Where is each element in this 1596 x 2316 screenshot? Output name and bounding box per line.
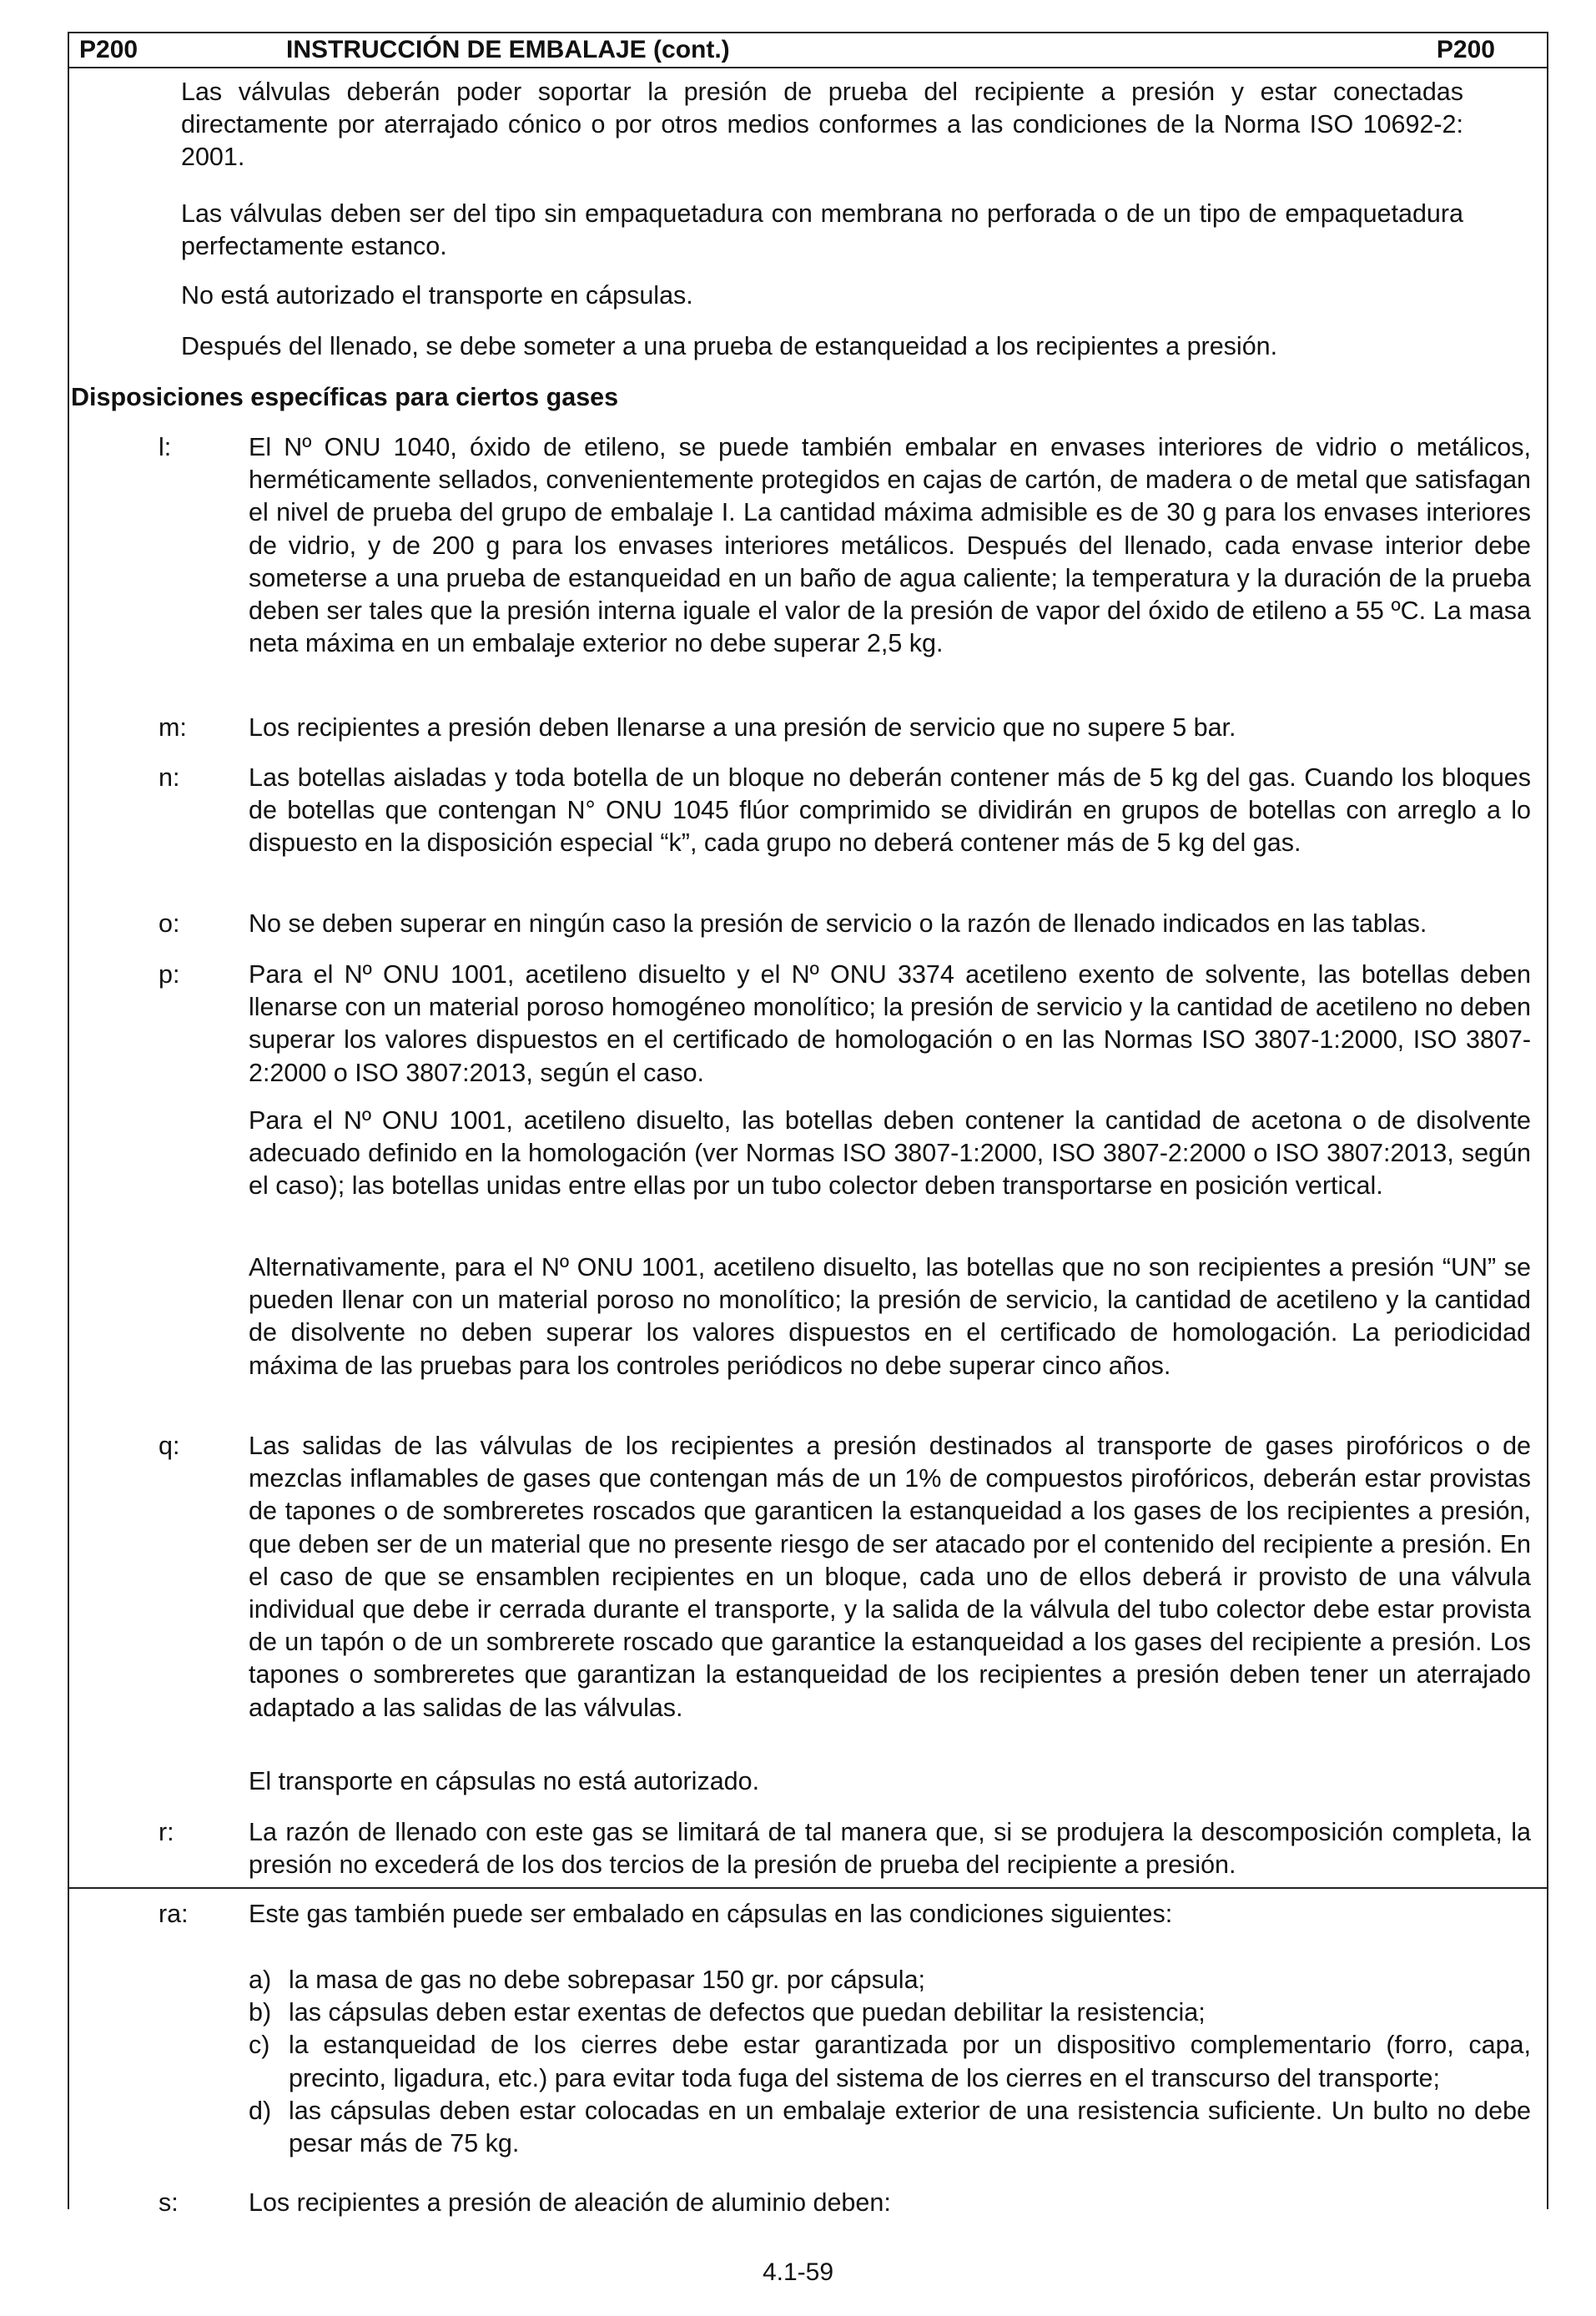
page-number: 4.1-59 <box>762 2258 834 2286</box>
provision-label-o: o: <box>159 909 180 938</box>
provision-text-l: El Nº ONU 1040, óxido de etileno, se puede también embalar en envases interiores de vidrio o metálicos, herméticamente sellados, convenientemente protegidos en cajas de cartón, de madera o de metal que satisfagan el nivel de prueba del grupo de embalaje I. La cantidad máxima admisible es de 30 g para los envases interiores de vidrio, y de 200 g para los envases interiores metálicos. Después del llenado, cada envase interior debe someterse a una prueba de estanqueidad en un baño de agua caliente; la temperatura y la duración de la prueba deben ser tales que la presión interna iguale el valor de la presión de vapor del óxido de etileno a 55 ºC. La masa neta máxima en un embalaje exterior no debe superar 2,5 kg. <box>249 433 1531 658</box>
instruction-title: INSTRUCCIÓN DE EMBALAJE (cont.) <box>286 36 730 63</box>
section-title: Disposiciones específicas para ciertos gases <box>71 383 619 411</box>
table-header <box>68 32 1548 68</box>
provision-text-p-2: Para el Nº ONU 1001, acetileno disuelto, las botellas deben contener la cantidad de acetona o de disolvente adecuado definido en la homologación (ver Normas ISO 3807-1:2000, ISO 3807-2:2000 o ISO 3807:2013, según el caso); las botellas unidas entre ellas por un tubo colector deben transportarse en posición vertical. <box>249 1106 1531 1201</box>
provision-label-s: s: <box>159 2188 179 2217</box>
provision-label-m: m: <box>159 713 187 742</box>
instruction-code-right: P200 <box>1436 36 1495 63</box>
provision-ra-list <box>249 1964 1531 2160</box>
provision-text-m: Los recipientes a presión deben llenarse a una presión de servicio que no supere 5 bar. <box>249 713 1236 742</box>
provision-text-p-3: Alternativamente, para el Nº ONU 1001, acetileno disuelto, las botellas que no son recipientes a presión “UN” se pueden llenar con un material poroso no monolítico; la presión de servicio, la cantidad de acetileno y la cantidad de disolvente no deben superar los valores dispuestos en el certificado de homologación. La periodicidad máxima de las pruebas para los controles periódicos no debe superar cinco años. <box>249 1253 1531 1380</box>
provision-text-q-2: El transporte en cápsulas no está autorizado. <box>249 1767 760 1795</box>
list-item-text: las cápsulas deben estar exentas de defectos que puedan debilitar la resistencia; <box>289 1998 1206 2027</box>
list-marker: a) <box>249 1966 272 1994</box>
list-item <box>249 2095 1531 2160</box>
provision-text-p-1: Para el Nº ONU 1001, acetileno disuelto y el Nº ONU 3374 acetileno exento de solvente, las botellas deben llenarse con un material poroso homogéneo monolítico; la presión de servicio y la cantidad de acetileno no deben superar los valores dispuestos en el certificado de homologación o en las Normas ISO 3807-1:2000, ISO 3807-2:2000 o ISO 3807:2013, según el caso. <box>249 960 1531 1087</box>
list-marker: b) <box>249 1998 272 2027</box>
provision-label-n: n: <box>159 763 180 792</box>
provision-text-ra: Este gas también puede ser embalado en cápsulas en las condiciones siguientes: <box>249 1900 1173 1928</box>
intro-paragraph-valves-pressure: Las válvulas deberán poder soportar la presión de prueba del recipiente a presión y estar conectadas directamente por aterrajado cónico o por otros medios conformes a las condiciones de la Norma ISO 10692-2: 2001. <box>181 78 1463 172</box>
list-marker: c) <box>249 2031 270 2060</box>
list-item-text: la estanqueidad de los cierres debe estar garantizada por un dispositivo complementario (forro, capa, precinto, ligadura, etc.) para evitar toda fuga del sistema de los cierres en el transcurso del transporte; <box>289 2031 1531 2092</box>
provision-label-l: l: <box>159 433 172 461</box>
provision-label-p: p: <box>159 960 180 989</box>
intro-paragraph-leak-test: Después del llenado, se debe someter a una prueba de estanqueidad a los recipientes a presión. <box>181 332 1278 360</box>
provision-text-q-1: Las salidas de las válvulas de los recipientes a presión destinados al transporte de gases pirofóricos o de mezclas inflamables de gases que contengan más de un 1% de compuestos pirofóricos, deberán estar provistas de tapones o de sombreretes roscados que garanticen la estanqueidad a los gases de los recipientes a presión, que deben ser de un material que no presente riesgo de ser atacado por el contenido del recipiente a presión. En el caso de que se ensamblen recipientes en un bloque, cada uno de ellos deberá ir provisto de una válvula individual que debe ir cerrada durante el transporte, y la salida de la válvula del tubo colector debe estar provista de un tapón o de un sombrerete roscado que garantice la estanqueidad a los gases del recipiente a presión. Los tapones o sombreretes que garantizan la estanqueidad de los recipientes a presión deben tener un aterrajado adaptado a las salidas de las válvulas. <box>249 1432 1531 1722</box>
list-item-text: las cápsulas deben estar colocadas en un embalaje exterior de una resistencia suficiente. Un bulto no debe pesar más de 75 kg. <box>289 2096 1531 2158</box>
provision-text-n: Las botellas aisladas y toda botella de un bloque no deberán contener más de 5 kg del gas. Cuando los bloques de botellas que contengan N° ONU 1045 flúor comprimido se dividirán en grupos de botellas con arreglo a lo dispuesto en la disposición especial “k”, cada grupo no deberá contener más de 5 kg del gas. <box>249 763 1531 858</box>
section-divider <box>68 1887 1548 1889</box>
list-item <box>249 1964 1531 1996</box>
provision-text-r: La razón de llenado con este gas se limitará de tal manera que, si se produjera la descomposición completa, la presión no excederá de los dos tercios de la presión de prueba del recipiente a presión. <box>249 1818 1531 1880</box>
provision-text-o: No se deben superar en ningún caso la presión de servicio o la razón de llenado indicados en las tablas. <box>249 909 1427 938</box>
provision-label-r: r: <box>159 1818 174 1846</box>
provision-label-ra: ra: <box>159 1900 189 1928</box>
list-item <box>249 2029 1531 2094</box>
provision-text-s: Los recipientes a presión de aleación de aluminio deben: <box>249 2188 891 2217</box>
list-item-text: la masa de gas no debe sobrepasar 150 gr. por cápsula; <box>289 1966 926 1994</box>
list-item <box>249 1996 1531 2029</box>
intro-paragraph-valves-type: Las válvulas deben ser del tipo sin empaquetadura con membrana no perforada o de un tipo de empaquetadura perfectamente estanco. <box>181 199 1463 261</box>
list-marker: d) <box>249 2096 272 2125</box>
instruction-code-left: P200 <box>79 36 138 63</box>
provision-label-q: q: <box>159 1432 180 1460</box>
intro-paragraph-capsules: No está autorizado el transporte en cápsulas. <box>181 281 693 310</box>
